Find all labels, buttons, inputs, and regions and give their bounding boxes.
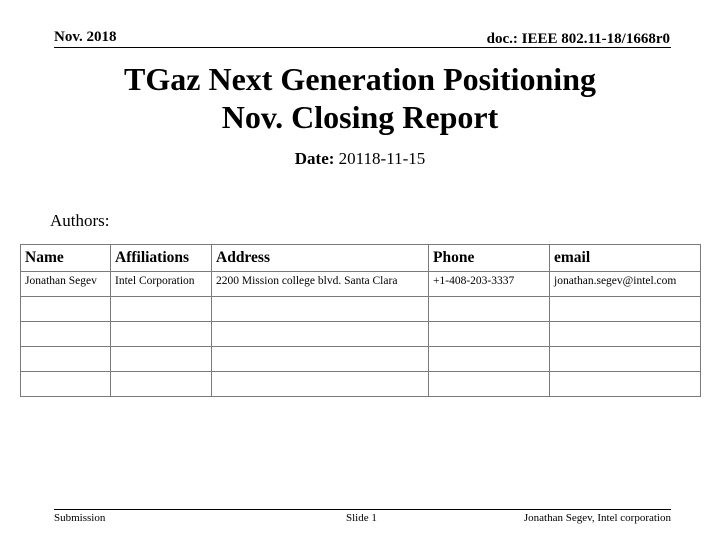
table-row [21, 372, 701, 397]
column-header-affiliations: Affiliations [111, 245, 212, 272]
authors-table [20, 244, 701, 397]
cell-phone [429, 297, 550, 322]
cell-affiliation: Intel Corporation [111, 272, 212, 297]
date-label: Date: [294, 149, 335, 168]
cell-name [21, 347, 111, 372]
title-line-1: TGaz Next Generation Positioning [124, 61, 596, 97]
table-row [21, 347, 701, 372]
cell-affiliation [111, 372, 212, 397]
cell-name: Jonathan Segev [21, 272, 111, 297]
cell-affiliation [111, 347, 212, 372]
cell-address [212, 372, 429, 397]
date-line [0, 149, 720, 169]
cell-affiliation [111, 322, 212, 347]
cell-address [212, 297, 429, 322]
footer-divider [54, 509, 671, 510]
cell-phone [429, 347, 550, 372]
authors-label: Authors: [50, 211, 110, 230]
column-header-email: email [550, 245, 701, 272]
cell-email [550, 297, 701, 322]
slide-title [0, 60, 720, 136]
cell-address [212, 322, 429, 347]
table-row [21, 272, 701, 297]
header-divider [54, 47, 671, 48]
header-doc-id: doc.: IEEE 802.11-18/1668r0 [486, 31, 670, 47]
cell-address: 2200 Mission college blvd. Santa Clara [212, 272, 429, 297]
title-line-2: Nov. Closing Report [221, 99, 499, 135]
table-row [21, 322, 701, 347]
cell-address [212, 347, 429, 372]
table-row [21, 297, 701, 322]
cell-email [550, 372, 701, 397]
cell-name [21, 297, 111, 322]
footer-submission: Submission [54, 512, 106, 524]
cell-email: jonathan.segev@intel.com [550, 272, 701, 297]
header-date: Nov. 2018 [54, 29, 117, 45]
cell-email [550, 322, 701, 347]
cell-phone [429, 322, 550, 347]
cell-name [21, 372, 111, 397]
footer-slide-number: Slide 1 [346, 512, 377, 524]
footer-author: Jonathan Segev, Intel corporation [523, 512, 671, 524]
cell-name [21, 322, 111, 347]
date-value: 20118-11-15 [338, 149, 426, 168]
column-header-name: Name [21, 245, 111, 272]
table-header-row [21, 245, 701, 272]
column-header-address: Address [212, 245, 429, 272]
cell-phone: +1-408-203-3337 [429, 272, 550, 297]
cell-phone [429, 372, 550, 397]
cell-email [550, 347, 701, 372]
cell-affiliation [111, 297, 212, 322]
column-header-phone: Phone [429, 245, 550, 272]
